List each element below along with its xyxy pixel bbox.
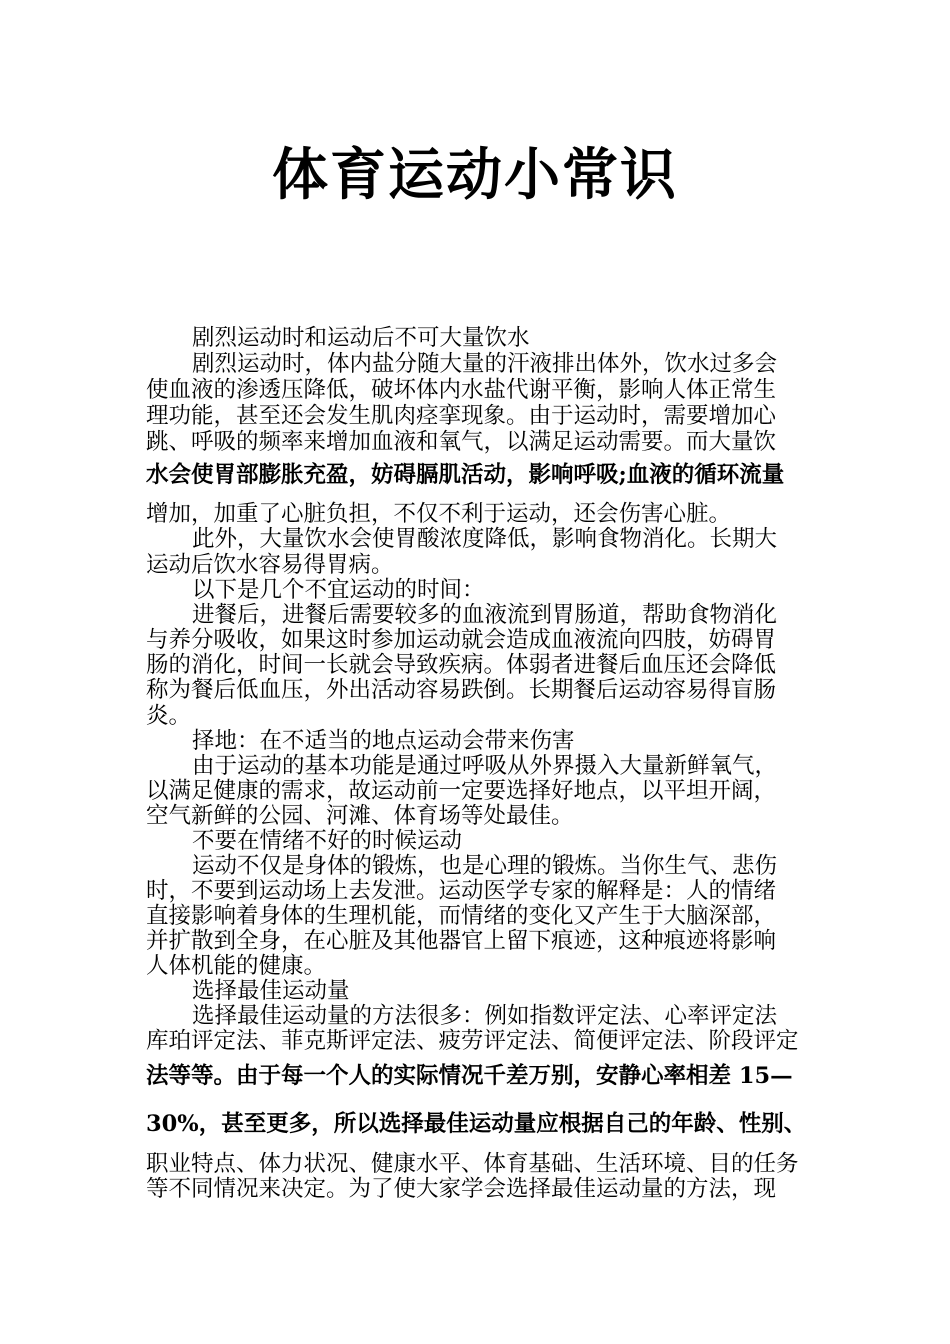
paragraph-line: 等不同情况来决定。为了使大家学会选择最佳运动量的方法，现 [146, 1176, 777, 1202]
paragraph-line: 肠的消化，时间一长就会导致疾病。体弱者进餐后血压还会降低 [146, 652, 777, 678]
paragraph-line: 以满足健康的需求，故运动前一定要选择好地点，以平坦开阔， [146, 778, 777, 804]
paragraph-line: 进餐后，进餐后需要较多的血液流到胃肠道，帮助食物消化 [192, 602, 778, 628]
paragraph-line: 职业特点、体力状况、健康水平、体育基础、生活环境、目的任务 [146, 1151, 799, 1177]
paragraph-line: 空气新鲜的公园、河滩、体育场等处最佳。 [146, 803, 574, 829]
paragraph-line: 人体机能的健康。 [146, 953, 327, 979]
document-title: 体育运动小常识 [272, 142, 678, 208]
paragraph-line: 理功能，甚至还会发生肌肉痉挛现象。由于运动时，需要增加心 [146, 403, 777, 429]
paragraph-line: 剧烈运动时，体内盐分随大量的汗液排出体外，饮水过多会 [192, 351, 778, 377]
paragraph-line: 30%，甚至更多，所以选择最佳运动量应根据自己的年龄、性别、 [146, 1111, 807, 1137]
paragraph-line: 增加，加重了心脏负担，不仅不利于运动，还会伤害心脏。 [146, 501, 732, 527]
paragraph-line: 称为餐后低血压，外出活动容易跌倒。长期餐后运动容易得盲肠 [146, 677, 777, 703]
paragraph-line: 时，不要到运动场上去发泄。运动医学专家的解释是：人的情绪 [146, 878, 777, 904]
paragraph-line: 跳、呼吸的频率来增加血液和氧气，以满足运动需要。而大量饮 [146, 429, 777, 455]
paragraph-line: 直接影响着身体的生理机能，而情绪的变化又产生于大脑深部， [146, 903, 777, 929]
paragraph-line: 选择最佳运动量的方法很多：例如指数评定法、心率评定法 [192, 1003, 778, 1029]
paragraph-line: 水会使胃部膨胀充盈，妨碍膈肌活动，影响呼吸;血液的循环流量 [146, 462, 785, 488]
paragraph-line: 炎。 [146, 703, 192, 729]
section-heading: 不要在情绪不好的时候运动 [192, 828, 463, 854]
paragraph-line: 运动后饮水容易得胃病。 [146, 552, 394, 578]
paragraph-line: 库珀评定法、菲克斯评定法、疲劳评定法、简便评定法、阶段评定 [146, 1028, 799, 1054]
section-heading: 选择最佳运动量 [192, 978, 350, 1004]
paragraph-line: 法等等。由于每一个人的实际情况千差万别，安静心率相差 15— [146, 1063, 793, 1089]
paragraph-line: 并扩散到全身，在心脏及其他器官上留下痕迹，这种痕迹将影响 [146, 928, 777, 954]
paragraph-line: 由于运动的基本功能是通过呼吸从外界摄入大量新鲜氧气， [192, 753, 778, 779]
paragraph-line: 使血液的渗透压降低，破坏体内水盐代谢平衡，影响人体正常生 [146, 377, 777, 403]
paragraph-line: 此外，大量饮水会使胃酸浓度降低，影响食物消化。长期大 [192, 526, 778, 552]
paragraph-line: 运动不仅是身体的锻炼，也是心理的锻炼。当你生气、悲伤 [192, 853, 778, 879]
section-heading: 择地：在不适当的地点运动会带来伤害 [192, 728, 575, 754]
section-heading: 剧烈运动时和运动后不可大量饮水 [192, 325, 530, 351]
paragraph-line: 与养分吸收，如果这时参加运动就会造成血液流向四肢，妨碍胃 [146, 627, 777, 653]
section-heading: 以下是几个不宜运动的时间： [192, 577, 485, 603]
